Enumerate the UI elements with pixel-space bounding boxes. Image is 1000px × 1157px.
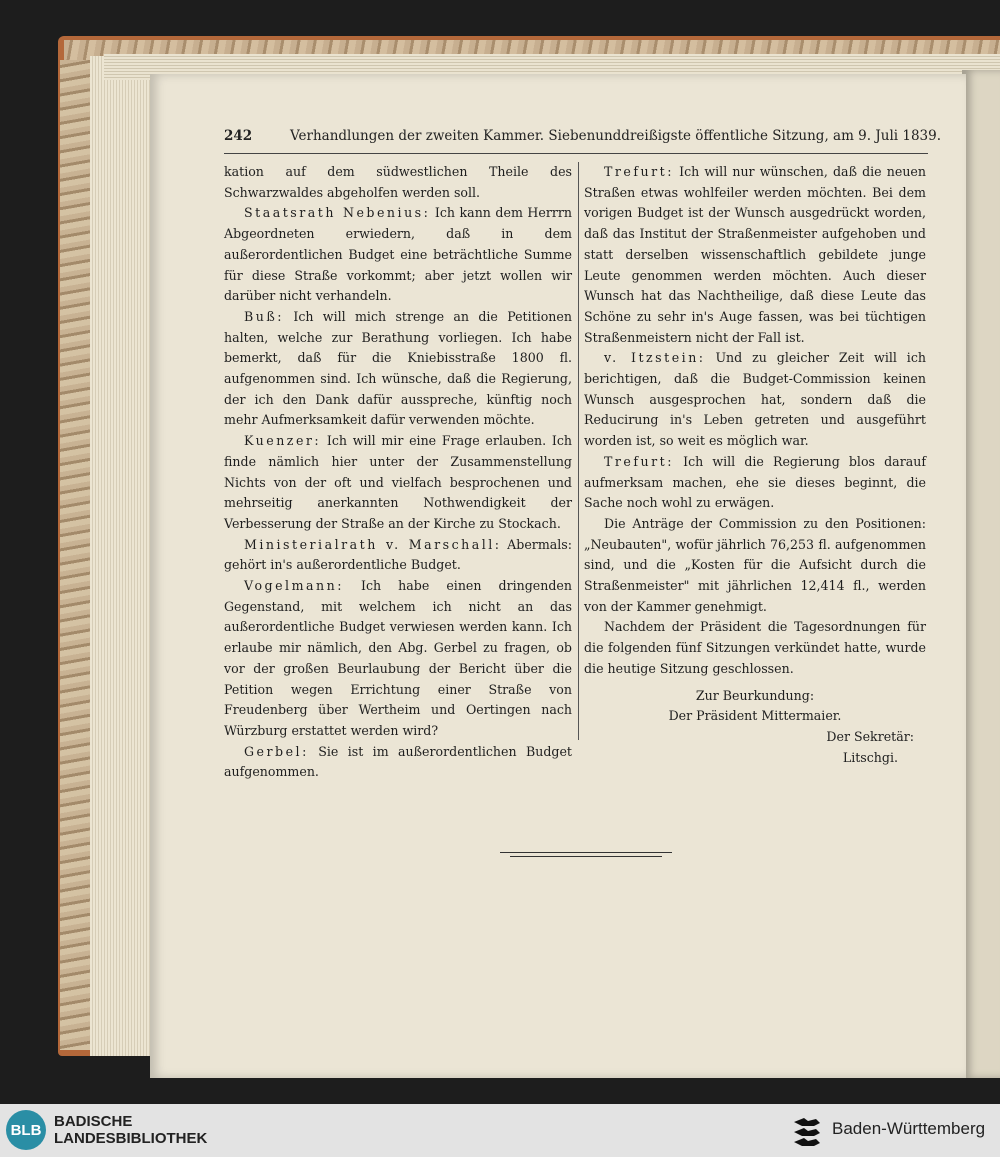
speaker-name: Trefurt: [604, 453, 674, 469]
paragraph-text: Ich habe einen dringenden Gegenstand, mit welchem ich nicht an das außerordentliche Budget verwiesen werden kann. Ich erlaube mir nämlich, den Abg. Gerbel zu fragen, ob vor der großen Beurlaubung der Bericht über die Petition wegen Errichtung einer Straße von Freudenberg über Wertheim und Oertingen nach Würzburg erstattet werden wird? [224, 578, 572, 738]
blb-logo-icon[interactable]: BLB [6, 1110, 46, 1150]
paragraph-text: Abermals: gehört in's außerordentliche Budget. [224, 536, 572, 573]
right-paragraphs [584, 162, 926, 680]
speaker-name: Ministerialrath v. Marschall: [244, 536, 502, 552]
library-name-line1: BADISCHE [54, 1113, 133, 1130]
speaker-name: Trefurt: [604, 164, 674, 179]
library-name[interactable] [54, 1113, 207, 1147]
paragraph-text: Ich will die Regierung blos darauf aufmerksam machen, ehe sie dieses beginnt, die Sache noch wohl zu erwägen. [584, 453, 926, 511]
page-number: 242 [224, 128, 253, 144]
facing-page [962, 70, 1000, 1078]
paragraph [224, 535, 572, 576]
paragraph [584, 514, 926, 618]
paragraph [224, 431, 572, 535]
paragraph [224, 203, 572, 307]
speaker-name: Vogelmann: [244, 578, 344, 594]
speaker-name: Buß: [244, 308, 285, 324]
paragraph [224, 576, 572, 742]
paragraph-text: Sie ist im außerordentlichen Budget aufgenommen. [224, 743, 572, 780]
paragraph-text: Ich will nur wünschen, daß die neuen Straßen etwas wohlfeiler werden möchten. Bei dem vorigen Budget ist der Wunsch ausgedrückt worden, daß das Institut der Straßenmeister aufgehoben und statt derselben wissenschaftlich gebildete junge Leute genommen werden möchten. Auch dieser Wunsch hat das Nachtheilige, daß diese Leute das Schöne zu sehr in's Auge fassen, was bei tüchtigen Straßenmeistern nicht der Fall ist. [584, 164, 926, 345]
end-rule-thin [510, 856, 662, 857]
signature-attestation: Zur Beurkundung: [695, 687, 815, 703]
running-title: Verhandlungen der zweiten Kammer. Siebenunddreißigste öffentliche Sitzung, am 9. Juli 1839. [290, 128, 942, 144]
paragraph [224, 742, 572, 783]
left-text-column [224, 162, 572, 783]
paragraph-text: Und zu gleicher Zeit will ich berichtigen, daß die Budget-Commission keinen Wunsch ausgesprochen hat, sondern daß die Reducirung in's Leben getreten und ausgeführt worden ist, so weit es möglich war. [584, 350, 926, 449]
speaker-name: Kuenzer: [244, 433, 322, 449]
signature-president: Der Präsident Mittermaier. [668, 708, 842, 724]
speaker-name: Staatsrath Nebenius: [244, 205, 431, 221]
speaker-name: v. Itzstein: [604, 350, 706, 366]
paragraph-text: Ich will mir eine Frage erlauben. Ich finde nämlich hier unter der Zusammenstellung Nichts von der oft und vielfach besprochenen und mehrseitig anerkannten Nothwendigkeit der Verbesserung der Straße an der Kirche zu Stockach. [224, 433, 572, 531]
paragraph-text: Die Anträge der Commission zu den Positionen: „Neubauten", wofür jährlich 76,253 fl. aufgenommen sind, und die „Kosten für die Aufsicht durch die Straßenmeister" mit jährlichen 12,414 fl., werden von der Kammer genehmigt. [584, 515, 926, 614]
paragraph-text: kation auf dem südwestlichen Theile des Schwarzwaldes abgeholfen werden soll. [224, 164, 572, 200]
paragraph [224, 162, 572, 203]
state-lions-icon[interactable] [790, 1114, 824, 1148]
column-divider [578, 162, 579, 740]
library-name-line2: LANDESBIBLIOTHEK [54, 1130, 208, 1147]
signature-secretary-label: Der Sekretär: [826, 728, 914, 744]
paragraph [584, 162, 926, 348]
end-rule [500, 852, 672, 853]
marbled-cover-left [60, 60, 90, 1050]
paragraph-text: Ich will mich strenge an die Petitionen halten, welche zur Berathung vorliegen. Ich habe bemerkt, daß für die Kniebisstraße 1800 fl. aufgenommen sind. Ich wünsche, daß die Regierung, der ich den Dank dafür ausspreche, künftig noch mehr Aufmerksamkeit dafür verwenden möchte. [224, 308, 572, 428]
state-name[interactable]: Baden-Württemberg [832, 1119, 986, 1138]
paragraph [584, 617, 926, 679]
right-text-column [584, 162, 926, 768]
header-rule [224, 153, 928, 154]
paragraph [224, 307, 572, 431]
speaker-name: Gerbel: [244, 743, 309, 759]
paragraph-text: Ich kann dem Herrrn Abgeordneten erwiedern, daß in dem außerordentlichen Budget eine beträchtliche Summe für diese Straße vorkommt; aber jetzt wollen wir darüber nicht verhandeln. [224, 205, 573, 304]
paragraph-text: Nachdem der Präsident die Tagesordnungen für die folgenden fünf Sitzungen verkündet hatte, wurde die heutige Sitzung geschlossen. [584, 619, 926, 676]
paragraph [584, 348, 926, 452]
footer-bar [0, 1104, 1000, 1157]
paragraph [584, 452, 926, 514]
signature-secretary-name: Litschgi. [842, 749, 898, 765]
